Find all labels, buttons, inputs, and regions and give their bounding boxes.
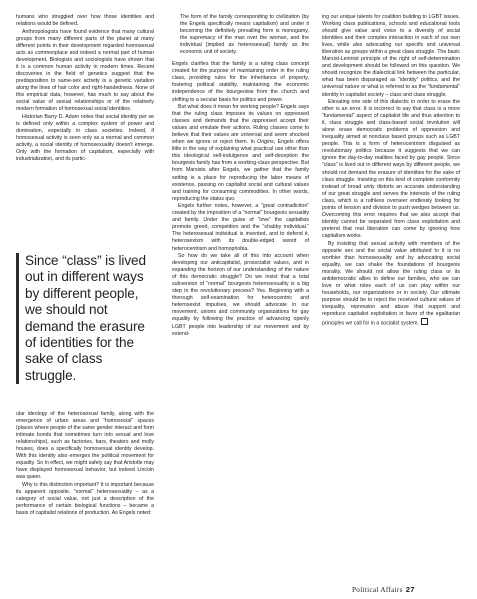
block-quote: The form of the family corresponding to civilization (by the Engels specifically means capitalism) and under it becoming the definitely prevailing form is monogamy, the supremacy of the man over the woman, and the individual [implied as heterosexual] family as the economic unit of society.: [180, 14, 309, 56]
end-mark-icon: [421, 318, 428, 325]
paragraph-text: By insisting that sexual activity with members of the opposite sex and the social value attributed to it is no worthier than homosexuality and by advocating social equality, we can shake the foundations of bourgeois morality. We should not allow the ruling class or its antidemocratic allies to define our families, who we can love or what roles each of us can play within our households, our organizations or in society. Our ultimate purpose should be to reject the received cultural values of inequality, repression and abuse that support and reproduce capitalist exploitation in favor of the egalitarian principles we call for in a socialist system.: [322, 240, 460, 327]
column-1-bottom: [16, 411, 154, 517]
paragraph: Historian Barry D. Adam notes that social identity per se is defined only within a complex system of power and domination, especially in class societies. Indeed, if homosexual activity is seen only as a normal and common activity, a social identity of homosexuality doesn't emerge. Only with the formation of capitalism, especially with industrialization, and its partic-: [16, 113, 154, 162]
paragraph: Elevating one side of this dialectic in order to erase the other is an error. It is incorrect to say that class is a more “fundamental” aspect of capitalist life and thus attention to it, class struggle and class-based social revolution will alone erase democratic problems of oppression and inequality aimed at nonclass based groups such as LGBT people. This is a form of heterocentrism disguised as revolutionary politics because it suggests that we can ignore the day-to-day realities faced by gay people. Since “class” is lived out in different ways by different people, we should not demand the erasure of identities for the sake of class struggle. Insisting on this kind of complete conformity instead of broad unity distorts an accurate understanding of our great struggle and serves the interests of the ruling class, which is a ruthless overseer endlessly looking for points of tension and division to push wedges between us. Overcoming this error requires that we also accept that identity cannot be separated from class exploitation and pretend that real liberation can come by ignoring how capitalism works.: [322, 99, 460, 239]
pull-quote: Since “class” is lived out in different ways by different people, we should not demand the erasure of identities for the sake of class struggle.: [16, 253, 147, 384]
paragraph: Why is this distinction important? It is important because its apparent opposite, “normal” heterosexuality – as a category of social value, not just a description of the performance of certain biological functions – became a basis of capitalist relations of production. As Engels noted:: [16, 481, 154, 517]
page-footer: [352, 585, 415, 594]
column-1: [16, 14, 154, 248]
paragraph: But what does it mean for working people? Engels says that the ruling class imposes its values on oppressed classes and demands that the oppressed accept their values and emulate their actions. Ruling classes come to believe that their values are universal and seem shocked when we ignore or reject them. In Origins, Engels offers little in the way of explaining what practical use other than this ideological self-indulgence and self-deception the bourgeois family has from a working-class perspective. But from Marxists after Engels, we gather that the family setting is a place for reproducing the labor means of existence, passing on capitalist social and cultural values and training for consuming commodities. In other words, reproducing the status quo.: [172, 104, 309, 202]
book-title: Origins: [257, 139, 274, 146]
column-3: [322, 14, 460, 328]
paragraph: humans who struggled over how those identities and relations would be defined.: [16, 14, 154, 28]
publication-name: Political Affairs: [352, 586, 403, 594]
paragraph: ing our unique talents for coalition building to LGBT issues. Working class publications, schools and educational tools should give value and voice to a diversity of social identities and their complex interaction in each of our own lives, while also advocating our specific and universal liberation as groups within a great class struggle. The basic Marxist-Leninist principle of the right of self-determination and development should be followed on this question. We should recognize the dialectical link between the particular, what has been disparaged as “identity” politics, and the universal nature or what is referred to as the “fundamental” identity in capitalist society – class and class struggle.: [322, 14, 460, 98]
column-1-top: [16, 14, 154, 248]
paragraph: [322, 241, 460, 328]
paragraph: Engels clarifies that the family is a ruling class concept created for the purpose of maintaining order in the ruling class, providing rules for the inheritance of property, fostering political stability, maintaining the economic independence of the bourgeoisie from the church and shifting to a secular basis for politics and power.: [172, 61, 309, 103]
page-number: 27: [405, 585, 415, 594]
paragraph: Anthropologists have found evidence that many cultural groups from many different parts of the planet at many different points in their development regarded homosexual acts as commonplace and indeed a normal part of human development. Biologists and sociologists have shown that it is a common human activity in modern times. Recent discoveries in the field of genetics suggest that the predisposition to same-sex activity is a genetic variation along the lines of hair color and right-handedness. None of this empirical data, however, has much to say about the social value of sexual relationships or of the relatively modern formation of homosexual social identities.: [16, 28, 154, 113]
paragraph: Engels further notes, however, a “great contradiction” created by the imposition of a “normal” bourgeois sexuality and family. Under the guise of “love” the capitalists promote greed, competition and the “shabby individual.” The heterosexual individual is invented, and to defend it, heterosexism with its double-edged sword of heterocentrism and homophobia.: [172, 203, 309, 252]
paragraph: ular ideology of the heterosexual family, along with the emergence of urban areas and “homosocial” spaces (places where people of the same gender interact and form intimate bonds that sometimes turn into sexual and love relationships), such as factories, bars, theaters and molly houses, does a specifically homosexual identity develop. With this identity also emerges the political movement for equality. So in effect, we might safely say that Aristotle may have displayed homosexual behavior, but indeed Lincoln was queer.: [16, 411, 154, 481]
paragraph: So how do we take all of this into account when developing our anticapitalist, prosocialist values, and in expanding the horizon of our understanding of the nature of this democratic struggle? Do we insist that a total subversion of “normal” bourgeois heterosexuality is a big step in the revolutionary process? Yes. Beginning with a thorough self-examination for heterocentric and heterosexist impulses, we should advocate in our movement, unions and community organizations for gay equality by following the practice of advancing openly LGBT people into leadership of our movement and by extend-: [172, 253, 309, 337]
column-2: [172, 14, 309, 338]
